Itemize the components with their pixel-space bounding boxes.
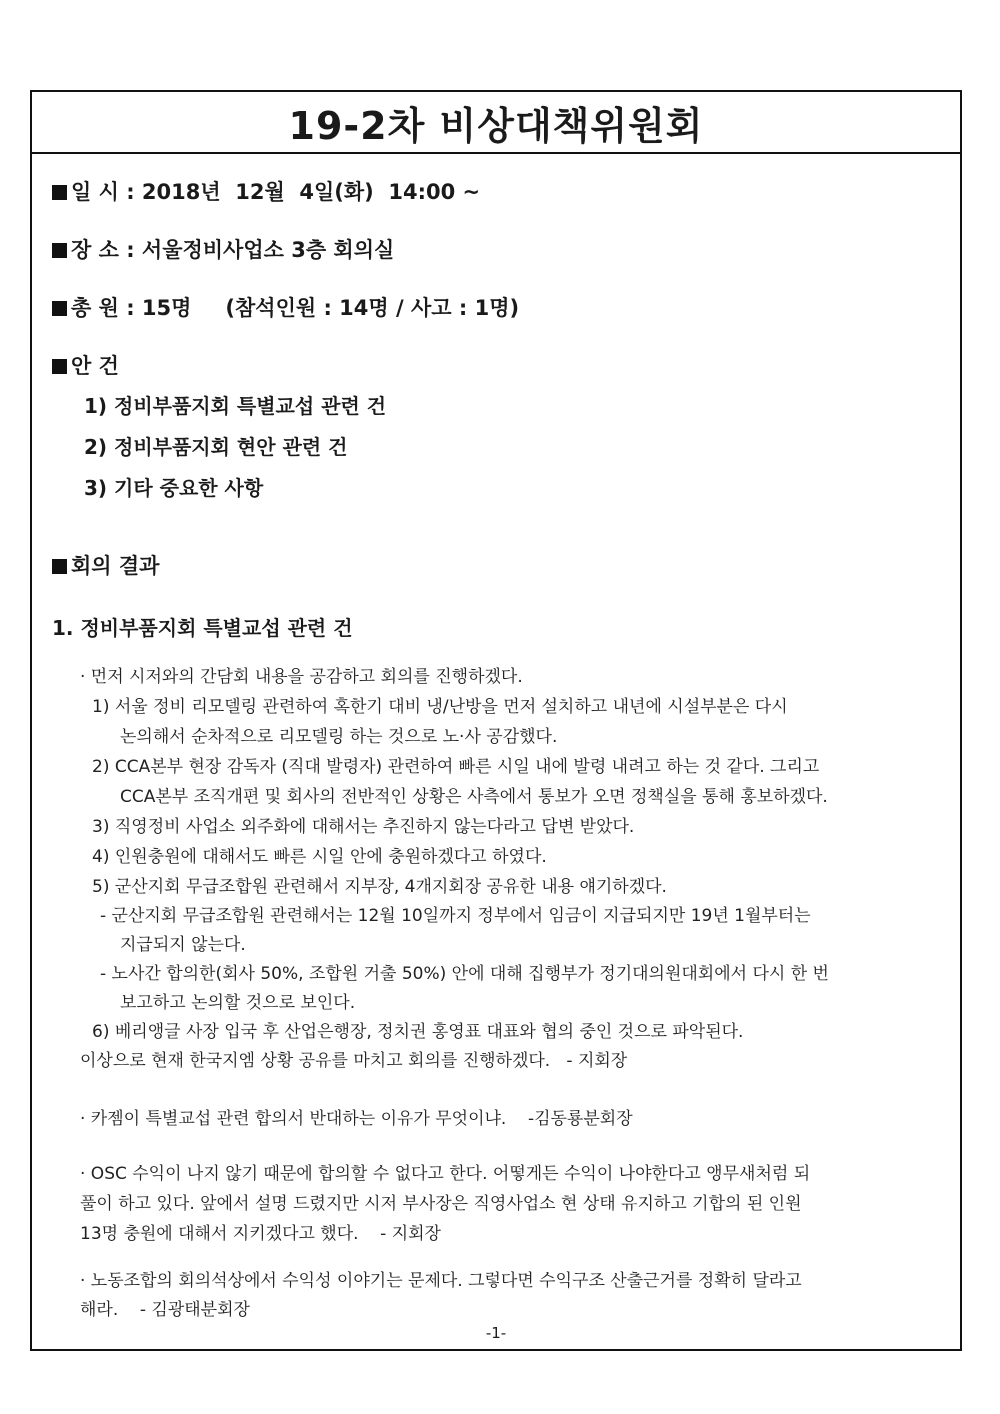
date-value: 2018년 12월 4일(화) 14:00 ~ — [141, 180, 481, 204]
square-bullet-icon — [52, 185, 67, 200]
paragraph-line: · 먼저 시저와의 간담회 내용을 공감하고 회의를 진행하겠다. — [80, 667, 523, 687]
paragraph-line: 해라. - 김광태분회장 — [80, 1300, 250, 1320]
results-header — [52, 550, 159, 580]
members-label: 총 원 : — [71, 296, 135, 320]
paragraph-line: 6) 베리앵글 사장 입국 후 산업은행장, 정치권 홍영표 대표와 협의 중인 것으로 파악된다. — [92, 1022, 744, 1042]
document-body — [32, 154, 960, 1349]
paragraph-line: 이상으로 현재 한국지엠 상황 공유를 마치고 회의를 진행하겠다. - 지회장 — [80, 1051, 628, 1071]
paragraph-line: 3) 직영정비 사업소 외주화에 대해서는 추진하지 않는다라고 답변 받았다. — [92, 817, 635, 837]
paragraph-line: · OSC 수익이 나지 않기 때문에 합의할 수 없다고 한다. 어떻게든 수익이 나야한다고 앵무새처럼 되 — [80, 1164, 811, 1184]
document-title: 19-2차 비상대책위원회 — [288, 103, 704, 148]
square-bullet-icon — [52, 359, 67, 374]
section-heading: 1. 정비부품지회 특별교섭 관련 건 — [52, 616, 353, 640]
members-detail: (참석인원 : 14명 / 사고 : 1명) — [225, 296, 520, 320]
paragraph-line: 지급되지 않는다. — [120, 935, 246, 955]
place-row — [52, 234, 394, 264]
agenda-label: 안 건 — [71, 354, 119, 378]
paragraph-line: 13명 충원에 대해서 지키겠다고 했다. - 지회장 — [80, 1224, 441, 1244]
paragraph-line: · 카젬이 특별교섭 관련 합의서 반대하는 이유가 무엇이냐. -김동룡분회장 — [80, 1109, 633, 1129]
page-number: -1- — [485, 1324, 507, 1342]
agenda-item: 2) 정비부품지회 현안 관련 건 — [84, 435, 348, 459]
paragraph-line: 2) CCA본부 현장 감독자 (직대 발령자) 관련하여 빠른 시일 내에 발령 내려고 하는 것 같다. 그리고 — [92, 757, 820, 777]
paragraph-line: 5) 군산지회 무급조합원 관련해서 지부장, 4개지회장 공유한 내용 얘기하겠다. — [92, 877, 667, 897]
place-value: 서울정비사업소 3층 회의실 — [141, 238, 395, 262]
square-bullet-icon — [52, 559, 67, 574]
paragraph-line: 4) 인원충원에 대해서도 빠른 시일 안에 충원하겠다고 하였다. — [92, 847, 547, 867]
paragraph-line: · 노동조합의 회의석상에서 수익성 이야기는 문제다. 그렇다면 수익구조 산출근거를 정확히 달라고 — [80, 1271, 802, 1291]
paragraph-line: 논의해서 순차적으로 리모델링 하는 것으로 노·사 공감했다. — [120, 727, 558, 747]
paragraph-line: - 노사간 합의한(회사 50%, 조합원 거출 50%) 안에 대해 집행부가 정기대의원대회에서 다시 한 번 — [100, 964, 829, 984]
paragraph-line: 보고하고 논의할 것으로 보인다. — [120, 993, 356, 1013]
document-frame — [30, 90, 962, 1351]
agenda-item: 3) 기타 중요한 사항 — [84, 476, 264, 500]
square-bullet-icon — [52, 301, 67, 316]
results-label: 회의 결과 — [71, 554, 160, 578]
square-bullet-icon — [52, 243, 67, 258]
paragraph-line: CCA본부 조직개편 및 회사의 전반적인 상황은 사측에서 통보가 오면 정책실을 통해 홍보하겠다. — [120, 787, 828, 807]
title-box — [32, 92, 960, 154]
agenda-header — [52, 350, 119, 380]
date-row — [52, 176, 480, 206]
paragraph-line: 풀이 하고 있다. 앞에서 설명 드렸지만 시저 부사장은 직영사업소 현 상태 유지하고 기합의 된 인원 — [80, 1194, 802, 1214]
agenda-item: 1) 정비부품지회 특별교섭 관련 건 — [84, 394, 387, 418]
members-row — [52, 292, 519, 322]
paragraph-line: - 군산지회 무급조합원 관련해서는 12월 10일까지 정부에서 임금이 지급되지만 19년 1월부터는 — [100, 906, 811, 926]
paragraph-line: 1) 서울 정비 리모델링 관련하여 혹한기 대비 냉/난방을 먼저 설치하고 내년에 시설부분은 다시 — [92, 697, 788, 717]
members-value: 15명 — [141, 296, 192, 320]
date-label: 일 시 : — [71, 180, 135, 204]
place-label: 장 소 : — [71, 238, 135, 262]
